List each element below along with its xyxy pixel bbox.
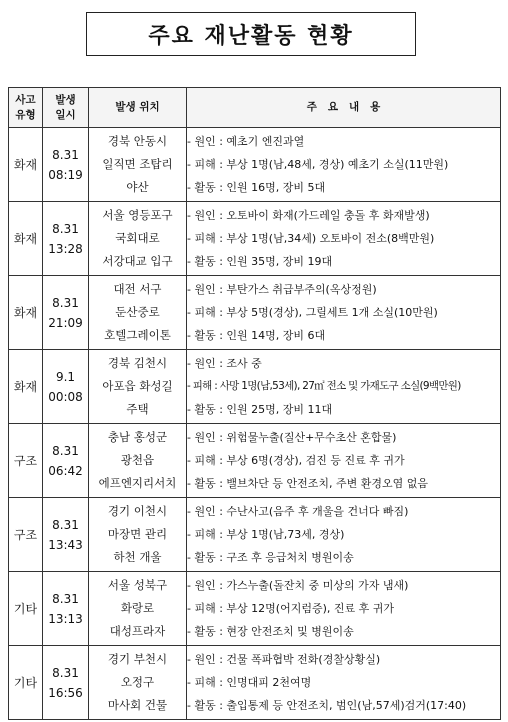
location-cell [89, 350, 187, 424]
header-type-line2: 유형 [15, 108, 36, 121]
incident-type-cell: 화재 [9, 202, 43, 276]
occurrence-time: 08:19 [48, 167, 83, 182]
damage-line: - 피해 : 부상 12명(어지럼증), 진료 후 귀가 [187, 602, 394, 615]
occurrence-time: 00:08 [48, 389, 83, 404]
header-content [187, 88, 501, 128]
details-cell [187, 276, 501, 350]
occurrence-time: 13:43 [48, 537, 83, 552]
occurrence-datetime-cell [43, 202, 89, 276]
location-cell [89, 128, 187, 202]
table-row [9, 498, 501, 572]
details-cell [187, 646, 501, 720]
cause-line: - 원인 : 부탄가스 취급부주의(옥상정원) [187, 283, 377, 296]
location-cell [89, 572, 187, 646]
occurrence-date: 8.31 [52, 591, 79, 606]
location-line: 화랑로 [120, 601, 155, 615]
disaster-activity-table [8, 87, 501, 720]
table-row [9, 572, 501, 646]
occurrence-datetime-cell [43, 276, 89, 350]
location-line: 야산 [126, 180, 149, 194]
activity-line: - 활동 : 현장 안전조치 및 병원이송 [187, 625, 354, 638]
location-line: 일직면 조탑리 [102, 157, 173, 171]
header-type-line1: 사고 [15, 93, 36, 106]
location-cell [89, 276, 187, 350]
header-type [9, 88, 43, 128]
details-cell [187, 424, 501, 498]
details-cell [187, 498, 501, 572]
location-line: 서강대교 입구 [102, 254, 173, 268]
table-row [9, 350, 501, 424]
incident-type-cell: 구조 [9, 424, 43, 498]
cause-line: - 원인 : 가스누출(돌잔치 중 미상의 가자 냄새) [187, 579, 409, 592]
damage-line: - 피해 : 부상 1명(남,34세) 오토바이 전소(8백만원) [187, 232, 435, 245]
location-line: 오정구 [120, 675, 155, 689]
page-title [86, 12, 416, 56]
occurrence-datetime-cell [43, 128, 89, 202]
location-cell [89, 646, 187, 720]
cause-line: - 원인 : 예초기 엔진과열 [187, 135, 305, 148]
occurrence-time: 06:42 [48, 463, 83, 478]
occurrence-datetime-cell [43, 498, 89, 572]
occurrence-time: 13:28 [48, 241, 83, 256]
location-cell [89, 424, 187, 498]
header-date-line1: 발생 [55, 93, 76, 106]
location-cell [89, 202, 187, 276]
occurrence-date: 8.31 [52, 665, 79, 680]
damage-line: - 피해 : 부상 6명(경상), 검진 등 진료 후 귀가 [187, 454, 405, 467]
activity-line: - 활동 : 인원 14명, 장비 6대 [187, 329, 326, 342]
table-header-row [9, 88, 501, 128]
header-location: 발생 위치 [89, 88, 187, 128]
incident-type-cell: 구조 [9, 498, 43, 572]
occurrence-datetime-cell [43, 572, 89, 646]
location-line: 대전 서구 [113, 282, 162, 296]
incident-type-cell: 화재 [9, 276, 43, 350]
occurrence-date: 8.31 [52, 221, 79, 236]
location-line: 경기 이천시 [107, 504, 168, 518]
table-row [9, 202, 501, 276]
header-date-line2: 일시 [55, 108, 76, 121]
occurrence-time: 16:56 [48, 685, 83, 700]
details-cell [187, 572, 501, 646]
occurrence-datetime-cell [43, 350, 89, 424]
location-line: 경북 안동시 [107, 134, 168, 148]
location-line: 아포읍 화성길 [102, 379, 173, 393]
location-line: 둔산중로 [115, 305, 160, 319]
location-line: 서울 성북구 [107, 578, 168, 592]
location-line: 호텔그레이톤 [104, 328, 171, 342]
cause-line: - 원인 : 건물 폭파협박 전화(경찰상황실) [187, 653, 381, 666]
activity-line: - 활동 : 밸브차단 등 안전조치, 주변 환경오염 없음 [187, 477, 429, 490]
table-row [9, 128, 501, 202]
location-cell [89, 498, 187, 572]
table-row [9, 646, 501, 720]
incident-type-cell: 화재 [9, 350, 43, 424]
incident-type-cell: 기타 [9, 572, 43, 646]
cause-line: - 원인 : 오토바이 화재(가드레일 충돌 후 화재발생) [187, 209, 430, 222]
occurrence-date: 8.31 [52, 147, 79, 162]
activity-line: - 활동 : 구조 후 응급처치 병원이송 [187, 551, 354, 564]
damage-line: - 피해 : 부상 1명(남,48세, 경상) 예초기 소실(11만원) [187, 158, 449, 171]
activity-line: - 활동 : 인원 35명, 장비 19대 [187, 255, 333, 268]
header-date [43, 88, 89, 128]
cause-line: - 원인 : 위험물누출(질산+무수초산 혼합물) [187, 431, 397, 444]
table-row [9, 276, 501, 350]
occurrence-datetime-cell [43, 424, 89, 498]
location-line: 에프엔지리서치 [98, 476, 177, 490]
details-cell [187, 128, 501, 202]
activity-line: - 활동 : 인원 25명, 장비 11대 [187, 403, 333, 416]
table-row [9, 424, 501, 498]
details-cell [187, 350, 501, 424]
location-line: 경북 김천시 [107, 356, 168, 370]
location-line: 대성프라자 [109, 624, 166, 638]
location-line: 충남 홍성군 [107, 430, 168, 444]
location-line: 국회대로 [115, 231, 160, 245]
occurrence-time: 13:13 [48, 611, 83, 626]
location-line: 마사회 건물 [107, 698, 168, 712]
activity-line: - 활동 : 인원 16명, 장비 5대 [187, 181, 326, 194]
cause-line: - 원인 : 조사 중 [187, 357, 262, 370]
occurrence-date: 8.31 [52, 517, 79, 532]
location-line: 서울 영등포구 [102, 208, 173, 222]
location-line: 경기 부천시 [107, 652, 168, 666]
occurrence-date: 8.31 [52, 295, 79, 310]
occurrence-date: 9.1 [55, 369, 76, 384]
location-line: 주택 [126, 402, 149, 416]
location-line: 광천읍 [120, 453, 155, 467]
details-cell [187, 202, 501, 276]
location-line: 하천 개울 [113, 550, 162, 564]
occurrence-date: 8.31 [52, 443, 79, 458]
damage-line: - 피해 : 사망 1명(남,53세), 27㎡ 전소 및 가재도구 소실(9백만원) [187, 380, 461, 392]
title-text: 주요 재난활동 현황 [148, 23, 354, 49]
activity-line: - 활동 : 출입통제 등 안전조치, 범인(남,57세)검거(17:40) [187, 699, 467, 712]
damage-line: - 피해 : 인명대피 2천여명 [187, 676, 312, 689]
occurrence-datetime-cell [43, 646, 89, 720]
incident-type-cell: 기타 [9, 646, 43, 720]
occurrence-time: 21:09 [48, 315, 83, 330]
damage-line: - 피해 : 부상 5명(경상), 그릴세트 1개 소실(10만원) [187, 306, 438, 319]
incident-type-cell: 화재 [9, 128, 43, 202]
damage-line: - 피해 : 부상 1명(남,73세, 경상) [187, 528, 345, 541]
cause-line: - 원인 : 수난사고(음주 후 개울을 건너다 빠짐) [187, 505, 409, 518]
header-content-text: 주 요 내 용 [306, 101, 381, 113]
location-line: 마장면 관리 [107, 527, 168, 541]
